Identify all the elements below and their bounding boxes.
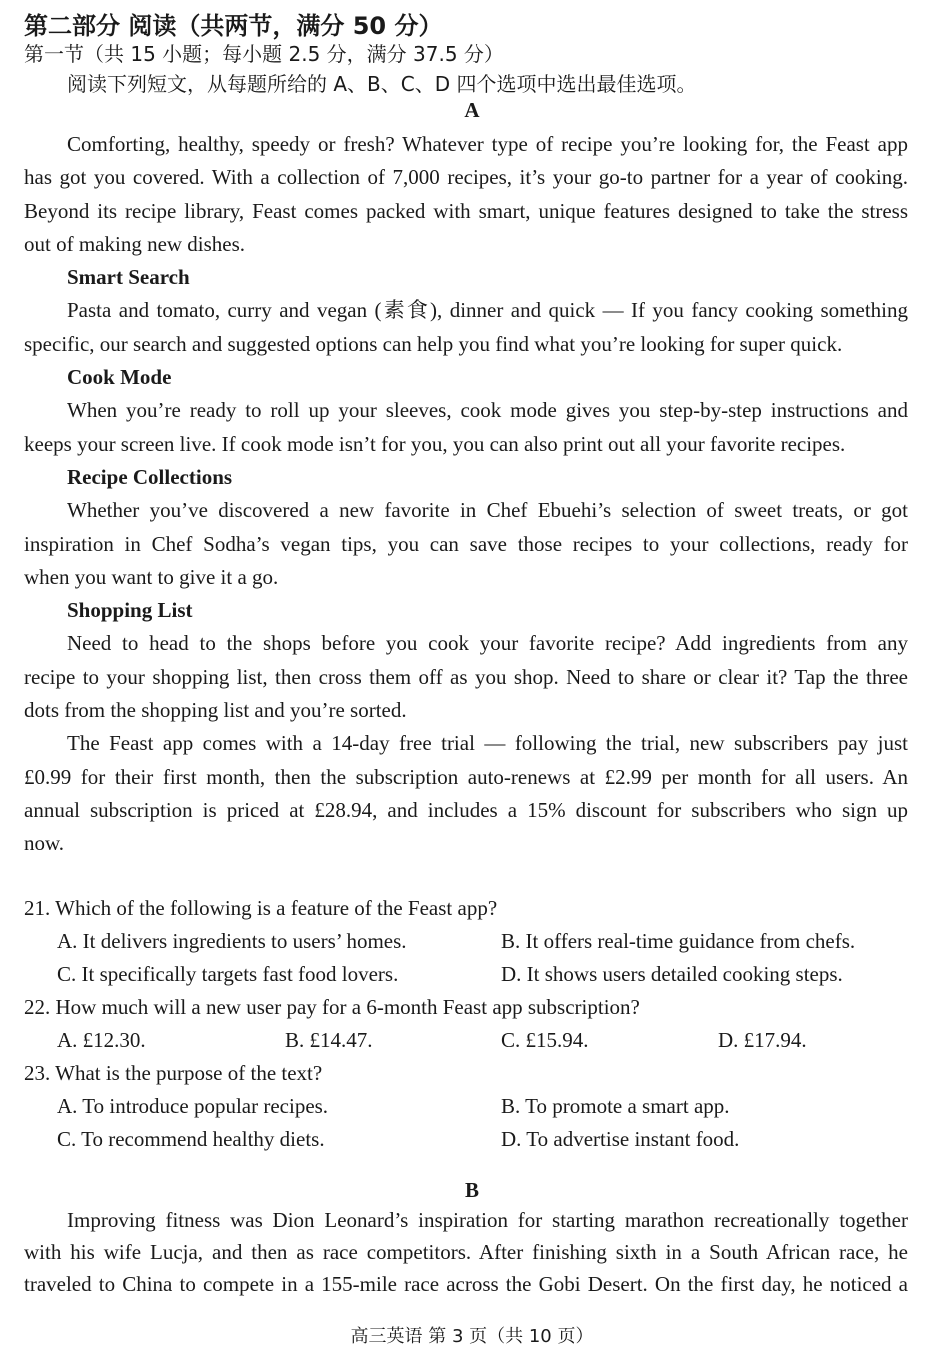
text-line: £0.99 for their first month, then the subscription auto-renews at £2.99 per month for all users. An <box>24 764 908 789</box>
option-d: D. It shows users detailed cooking steps. <box>501 962 843 986</box>
passage-a-label: A <box>464 98 480 122</box>
text-line: When you’re ready to roll up your sleeves, cook mode gives you step-by-step instructions and <box>67 398 908 423</box>
subheading: Recipe Collections <box>67 464 233 489</box>
text-line: has got you covered. With a collection of 7,000 recipes, it’s your go-to partner for a year of cooking. <box>24 165 908 190</box>
subheading: Cook Mode <box>67 365 172 390</box>
option-b: B. £14.47. <box>285 1028 373 1052</box>
text-line: Whether you’ve discovered a new favorite in Chef Ebuehi’s selection of sweet treats, or got <box>67 498 908 523</box>
option-b: B. It offers real-time guidance from chefs. <box>501 929 856 953</box>
option-a: A. It delivers ingredients to users’ homes. <box>57 929 407 953</box>
passage-a <box>24 128 908 861</box>
text-line: when you want to give it a go. <box>24 564 279 589</box>
text-line: now. <box>24 831 65 856</box>
question-stem: 23. What is the purpose of the text? <box>24 1061 323 1085</box>
text-line: with his wife Lucja, and then as race competitors. After finishing sixth in a South African race, he <box>24 1240 908 1264</box>
question-21 <box>24 892 908 991</box>
question-stem: 21. Which of the following is a feature of the Feast app? <box>24 896 498 920</box>
passage-b-label: B <box>464 1178 479 1202</box>
option-a: A. £12.30. <box>57 1028 146 1052</box>
text-line: dots from the shopping list and you’re sorted. <box>24 698 407 723</box>
subheading: Shopping List <box>67 598 193 623</box>
option-c: C. It specifically targets fast food lovers. <box>57 962 399 986</box>
option-c: C. To recommend healthy diets. <box>57 1127 325 1151</box>
option-c: C. £15.94. <box>501 1028 589 1052</box>
passage-b <box>24 1204 908 1300</box>
text-line: annual subscription is priced at £28.94, and includes a 15% discount for subscribers who sign up <box>24 797 908 822</box>
text-line: specific, our search and suggested options can help you find what you’re looking for super quick. <box>24 331 843 356</box>
option-d: D. £17.94. <box>718 1028 807 1052</box>
option-a: A. To introduce popular recipes. <box>57 1094 329 1118</box>
subheading: Smart Search <box>67 265 190 290</box>
text-line: keeps your screen live. If cook mode isn’t for you, you can also print out all your favorite recipes. <box>24 431 846 456</box>
text-line: recipe to your shopping list, then cross them off as you shop. Need to share or clear it? Tap the three <box>24 664 908 689</box>
text-line: Pasta and tomato, curry and vegan (素食), dinner and quick — If you fancy cooking something <box>67 298 908 323</box>
question-22 <box>24 991 908 1057</box>
text-line: Comforting, healthy, speedy or fresh? Whatever type of recipe you’re looking for, the Feast app <box>67 132 908 156</box>
instruction: 阅读下列短文，从每题所给的 A、B、C、D 四个选项中选出最佳选项。 <box>67 72 697 96</box>
text-line: traveled to China to compete in a 155-mile race across the Gobi Desert. On the first day, he noticed a <box>24 1272 908 1296</box>
page-footer: 高三英语 第 3 页（共 10 页） <box>350 1326 594 1347</box>
text-line: The Feast app comes with a 14-day free trial — following the trial, new subscribers pay just <box>67 731 908 756</box>
text-line: Improving fitness was Dion Leonard’s inspiration for starting marathon recreationally together <box>67 1208 908 1232</box>
text-line: out of making new dishes. <box>24 231 246 256</box>
question-stem: 22. How much will a new user pay for a 6-month Feast app subscription? <box>24 995 640 1019</box>
text-line: inspiration in Chef Sodha’s vegan tips, you can save those recipes to your collections, ready for <box>24 531 908 556</box>
part-heading: 第二部分 阅读（共两节，满分 50 分） <box>24 12 443 40</box>
option-d: D. To advertise instant food. <box>501 1127 740 1151</box>
question-23 <box>24 1057 908 1156</box>
text-line: Beyond its recipe library, Feast comes packed with smart, unique features designed to take the stress <box>24 198 908 223</box>
option-b: B. To promote a smart app. <box>501 1094 730 1118</box>
section-heading: 第一节（共 15 小题；每小题 2.5 分，满分 37.5 分） <box>24 42 504 66</box>
text-line: Need to head to the shops before you cook your favorite recipe? Add ingredients from any <box>67 631 908 656</box>
